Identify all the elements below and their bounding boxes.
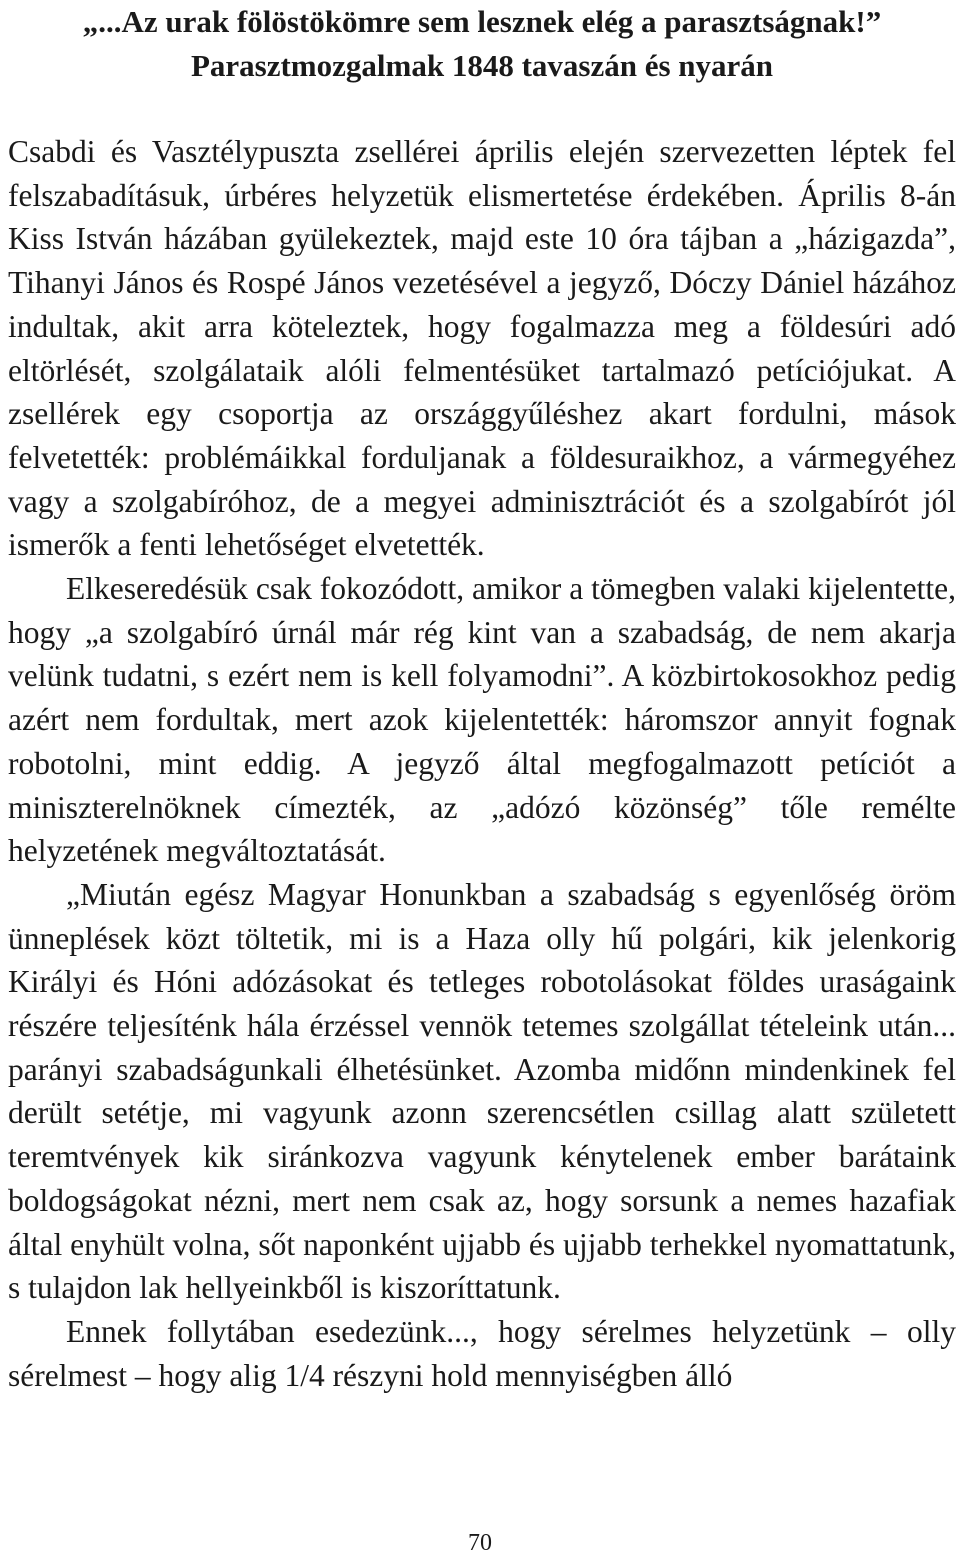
paragraph-3-quote: „Miután egész Magyar Honunkban a szabadság s egyenlőség öröm ünneplések közt töltetik, mi is a Haza olly hű polgári, kik jelenkorig Királyi és Hóni adózásokat és tetleges robotolásokat földes uraságaink részére teljesíténk hála érzéssel vennök tetemes szolgállat tételeink után... parányi szabadságunkali élhetésünket. Azomba midőnn mindenkinek fel derült setétje, mi vagyunk azonn szerencsétlen csillag alatt született teremtvények kik siránkozva vagyunk kénytelenek ember barátaink boldogságokat nézni, mert nem csak az, hogy sorsunk a nemes hazafiak által enyhült volna, sőt naponként ujjabb és ujjabb terhekkel nyomattatunk, s tulajdon lak hellyeinkből is kiszoríttatunk. bbox=[8, 876, 956, 1306]
heading-spacer bbox=[8, 88, 956, 130]
chapter-heading bbox=[8, 0, 956, 88]
heading-subtitle-line: Parasztmozgalmak 1848 tavaszán és nyarán bbox=[190, 48, 774, 83]
paragraph-4-quote: Ennek follytában esedezünk..., hogy sérelmes helyzetünk – olly sérelmest – hogy alig 1/4 részyni hold mennyiségben álló bbox=[8, 1313, 956, 1393]
heading-quote-line: „...Az urak fölöstökömre sem lesznek elég a parasztságnak!” bbox=[82, 4, 882, 39]
body-text bbox=[8, 130, 956, 1397]
paragraph-1: Csabdi és Vasztélypuszta zsellérei április elején szervezetten léptek fel felszabadításuk, úrbéres helyzetük elismertetése érdekében. Április 8-án Kiss István házában gyülekeztek, majd este 10 óra tájban a „házigazda”, Tihanyi János és Rospé János vezetésével a jegyző, Dóczy Dániel házához indultak, akit arra köteleztek, hogy fogalmazza meg a földesúri adó eltörlését, szolgálataik alóli felmentésüket tartalmazó petíciójukat. A zsellérek egy csoportja az országgyűléshez akart fordulni, mások felvetették: problémáikkal forduljanak a földesuraikhoz, a vármegyéhez vagy a szolgabíróhoz, de a megyei adminisztrációt és a szolgabírót jól ismerők a fenti lehetőséget elvetették. bbox=[8, 134, 956, 563]
paragraph-2: Elkeseredésük csak fokozódott, amikor a tömegben valaki kijelentette, hogy „a szolgabíró úrnál már rég kint van a szabadság, de nem akarja velünk tudatni, s ezért nem is kell folyamodni”. A közbirtokosokhoz pedig azért nem fordultak, mert azok kijelentették: háromszor annyit fognak robotolni, mint eddig. A jegyző által megfogalmazott petíciót a miniszterelnöknek címezték, az „adózó közönség” tőle remélte helyzetének megváltoztatását. bbox=[8, 571, 956, 869]
document-page bbox=[8, 0, 956, 1397]
page-number: 70 bbox=[468, 1530, 492, 1556]
